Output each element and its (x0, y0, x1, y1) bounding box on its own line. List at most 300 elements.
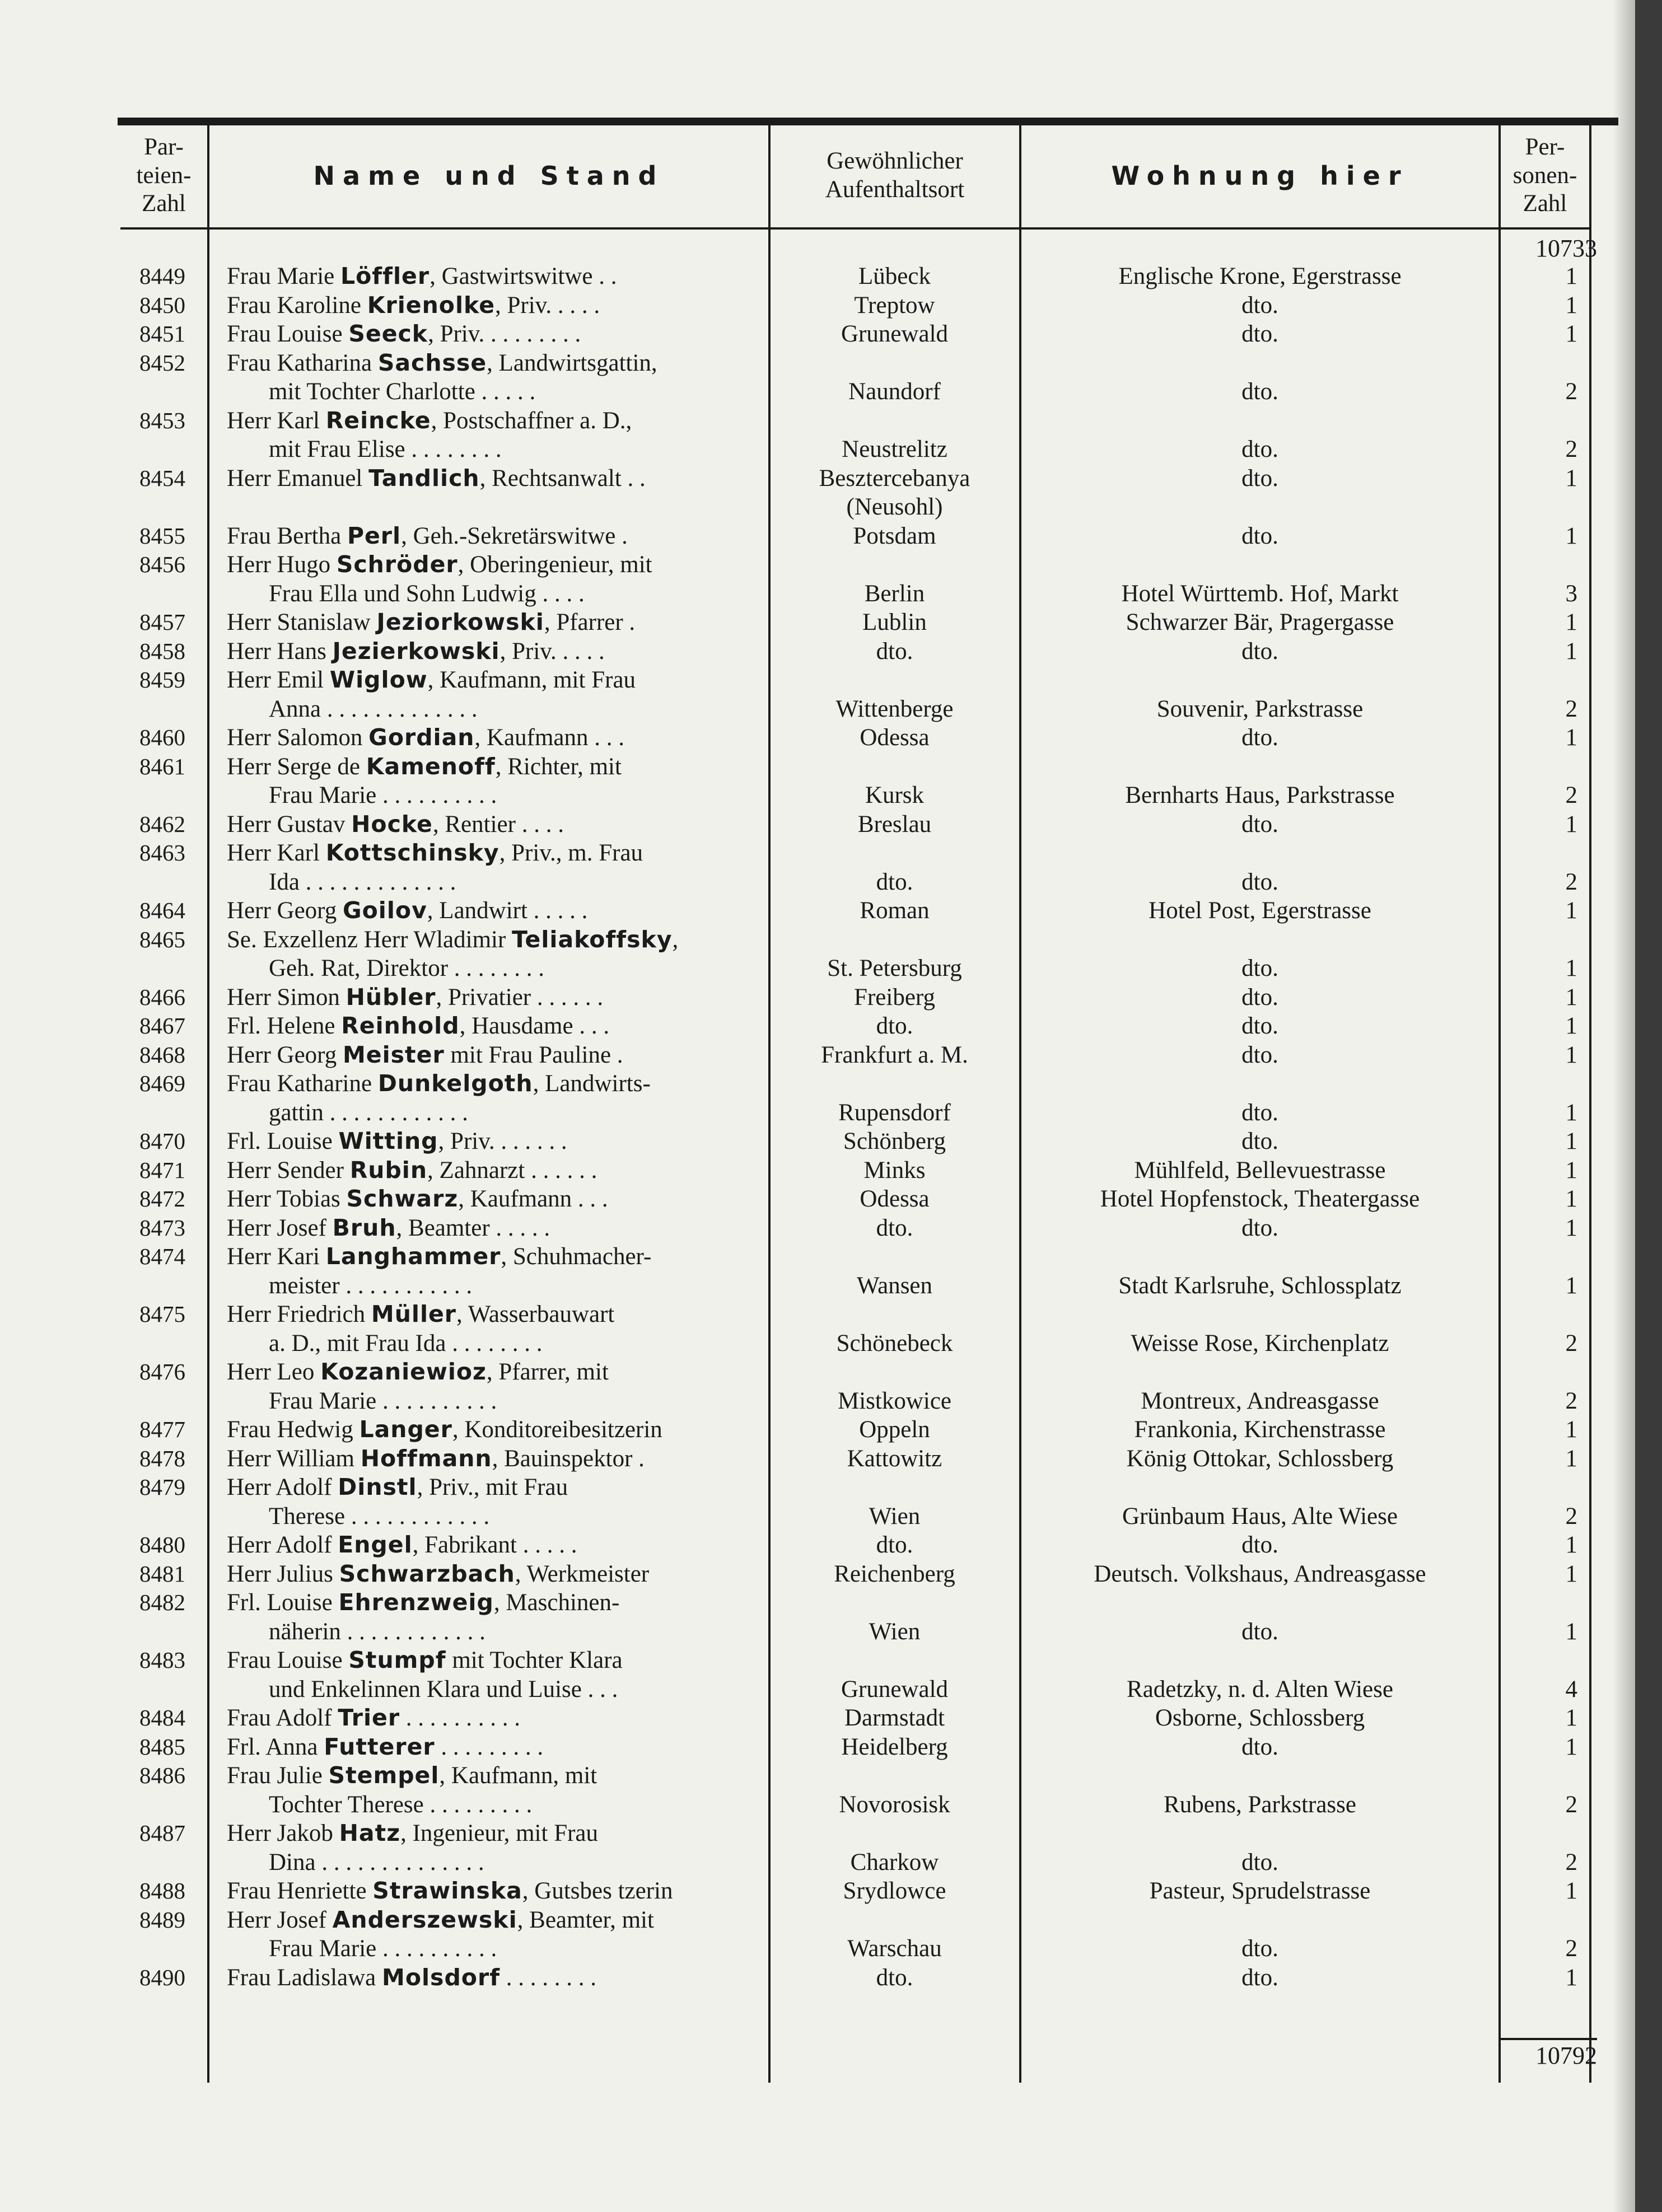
residence: dto. (1241, 1532, 1278, 1558)
row-line (0, 839, 1662, 868)
name-and-status (269, 868, 756, 897)
party-number: 8467 (139, 1013, 185, 1039)
name-suffix: , Fabrikant . . . . . (412, 1532, 577, 1558)
name-and-status (269, 954, 756, 983)
residence: dto. (1241, 1849, 1278, 1876)
party-number: 8459 (139, 667, 185, 693)
surname: Engel (338, 1531, 413, 1558)
name-prefix: Herr Sender (227, 1157, 350, 1184)
name-suffix: , Hausdame . . . (459, 1013, 610, 1039)
name-prefix: Ida . . . . . . . . . . . . . (269, 868, 456, 895)
origin: Oppeln (859, 1416, 930, 1443)
surname: Hocke (351, 810, 433, 838)
name-suffix: , Geh.-Sekretärswitwe . (401, 522, 628, 549)
header-persons (1501, 127, 1589, 225)
table-row (0, 1531, 1662, 1560)
origin: dto. (876, 1532, 913, 1558)
row-line (0, 550, 1662, 579)
party-number: 8478 (139, 1445, 185, 1471)
surname: Kottschinsky (325, 839, 499, 866)
row-line (0, 435, 1662, 464)
table-row (0, 522, 1662, 551)
name-and-status (227, 1877, 756, 1906)
row-line (0, 608, 1662, 637)
name-suffix: , Oberingenieur, mit (457, 551, 652, 578)
table-row (0, 1963, 1662, 1993)
name-prefix: Herr Adolf (227, 1474, 338, 1500)
surname: Schröder (336, 551, 458, 578)
row-line (0, 1588, 1662, 1617)
name-suffix: , Wasserbauwart (456, 1301, 615, 1327)
origin: Grunewald (841, 321, 949, 347)
name-prefix: Herr Friedrich (227, 1301, 371, 1327)
origin: Potsdam (853, 522, 936, 549)
residence: Souvenir, Parkstrasse (1156, 695, 1364, 722)
name-and-status (227, 291, 756, 320)
origin: Breslau (857, 811, 932, 838)
origin: Heidelberg (841, 1733, 948, 1760)
top-rule (118, 118, 1618, 125)
row-line (0, 868, 1662, 897)
name-prefix: gattin . . . . . . . . . . . . (269, 1099, 468, 1126)
surname: Meister (342, 1041, 445, 1068)
row-line (0, 1387, 1662, 1416)
table-row (0, 1185, 1662, 1214)
party-number: 8488 (139, 1878, 185, 1904)
row-line (0, 1531, 1662, 1560)
residence: Schwarzer Bär, Pragergasse (1126, 609, 1394, 635)
table-row (0, 1214, 1662, 1243)
residence: dto. (1241, 868, 1278, 895)
name-and-status (227, 983, 756, 1012)
name-prefix: mit Frau Elise . . . . . . . . (269, 436, 502, 462)
table-row (0, 1819, 1662, 1877)
name-and-status (227, 406, 756, 436)
name-prefix: Frau Louise (227, 321, 349, 347)
name-suffix: , Priv., mit Frau (417, 1474, 568, 1500)
party-number: 8468 (139, 1041, 185, 1068)
name-suffix: . . . . . . . . (500, 1964, 597, 1991)
name-and-status (227, 810, 756, 839)
surname: Seeck (348, 320, 428, 347)
row-line (0, 1300, 1662, 1329)
party-number: 8470 (139, 1128, 185, 1154)
name-and-status (269, 1675, 756, 1704)
row-line (0, 262, 1662, 291)
party-number: 8474 (139, 1243, 185, 1269)
surname: Futterer (324, 1733, 435, 1760)
row-line (0, 896, 1662, 925)
row-line (0, 349, 1662, 378)
name-and-status (227, 1588, 756, 1617)
residence: Deutsch. Volkshaus, Andreasgasse (1094, 1560, 1426, 1587)
name-and-status (269, 1848, 756, 1877)
person-count: 1 (1565, 292, 1577, 319)
person-count: 2 (1565, 695, 1577, 722)
name-and-status (269, 1934, 756, 1963)
table-row (0, 1012, 1662, 1041)
origin: Kursk (865, 782, 925, 808)
residence: dto. (1241, 292, 1278, 319)
surname: Gordian (368, 724, 475, 751)
name-prefix: Frau Karoline (227, 292, 367, 319)
surname: Jezierkowski (332, 637, 500, 665)
name-suffix: , Kaufmann, mit Frau (427, 667, 636, 693)
origin: Neustrelitz (842, 436, 947, 462)
name-and-status (227, 1214, 756, 1243)
party-number: 8481 (139, 1560, 185, 1587)
surname: Sachsse (377, 349, 487, 376)
row-line (0, 377, 1662, 406)
name-suffix: , Schuhmacher- (501, 1243, 652, 1270)
table-row (0, 666, 1662, 723)
final-total: 10792 (1498, 2038, 1597, 2070)
name-and-status (227, 752, 756, 782)
person-count: 1 (1565, 609, 1577, 635)
table-row (0, 1415, 1662, 1444)
row-line (0, 1271, 1662, 1301)
residence: Weisse Rose, Kirchenplatz (1131, 1330, 1389, 1357)
person-count: 2 (1565, 782, 1577, 808)
name-suffix: , Rechtsanwalt . . (479, 465, 646, 492)
person-count: 2 (1565, 1330, 1577, 1357)
name-prefix: Frau Katharine (227, 1070, 378, 1097)
origin: Naundorf (848, 378, 941, 405)
residence: Hotel Württemb. Hof, Markt (1121, 580, 1399, 607)
name-and-status (269, 1790, 756, 1820)
party-number: 8449 (139, 263, 185, 289)
person-count: 1 (1565, 984, 1577, 1011)
table-row (0, 810, 1662, 839)
surname: Ehrenzweig (338, 1589, 494, 1616)
name-and-status (227, 1300, 756, 1329)
surname: Kamenoff (366, 752, 496, 780)
person-count: 3 (1565, 580, 1577, 607)
name-suffix: , Landwirt . . . . . (427, 897, 588, 924)
origin: Srydlowce (843, 1878, 946, 1904)
party-number: 8475 (139, 1301, 185, 1327)
person-count: 1 (1565, 1878, 1577, 1904)
surname: Goilov (342, 897, 427, 924)
name-suffix: . . . . . . . . . (435, 1733, 544, 1760)
person-count: 1 (1565, 1186, 1577, 1212)
name-and-status (269, 579, 756, 609)
table-row (0, 1242, 1662, 1300)
name-and-status (227, 1242, 756, 1271)
surname: Müller (371, 1301, 457, 1327)
table-row (0, 1069, 1662, 1127)
header-name-status: Name und Stand (313, 160, 665, 191)
origin: Minks (863, 1157, 926, 1184)
table-row (0, 291, 1662, 320)
name-suffix: , Rentier . . . . (432, 811, 564, 838)
table-row (0, 1358, 1662, 1415)
entries-list (0, 262, 1662, 1992)
row-line (0, 1329, 1662, 1358)
name-and-status (269, 1617, 756, 1647)
name-suffix: , Gastwirtswitwe . . (429, 263, 617, 289)
name-prefix: Frau Ladislawa (227, 1964, 382, 1991)
name-suffix: , Kaufmann, mit (439, 1762, 597, 1789)
party-number: 8487 (139, 1820, 185, 1846)
name-prefix: Se. Exzellenz Herr Wladimir (227, 926, 512, 953)
table-row (0, 1300, 1662, 1358)
origin: Schönebeck (836, 1330, 953, 1357)
table-row (0, 1906, 1662, 1963)
name-prefix: Frau Marie . . . . . . . . . . (269, 782, 497, 808)
header-rule (120, 227, 1590, 230)
name-prefix: Herr Hans (227, 638, 333, 665)
name-and-status (227, 1761, 756, 1790)
table-row (0, 983, 1662, 1012)
origin: Schönberg (843, 1128, 946, 1154)
name-prefix: meister . . . . . . . . . . . (269, 1272, 473, 1299)
surname: Löffler (340, 263, 430, 289)
name-prefix: Frau Adolf (227, 1705, 338, 1731)
name-and-status (227, 1444, 756, 1474)
origin: dto. (876, 1964, 913, 1991)
person-count: 2 (1565, 1935, 1577, 1962)
name-suffix: , Landwirtsgattin, (487, 349, 657, 376)
header-party-line: Par- (144, 133, 184, 160)
name-suffix: , Pfarrer, mit (486, 1359, 609, 1385)
header-origin (771, 127, 1019, 225)
name-suffix: mit Tochter Klara (446, 1647, 623, 1673)
residence: dto. (1241, 522, 1278, 549)
row-line (0, 493, 1662, 522)
origin: Charkow (850, 1849, 939, 1876)
party-number: 8450 (139, 292, 185, 318)
name-prefix: Herr Tobias (227, 1186, 347, 1212)
table-row (0, 896, 1662, 925)
residence: dto. (1241, 984, 1278, 1011)
party-number: 8484 (139, 1705, 185, 1731)
name-and-status (227, 1127, 756, 1156)
surname: Witting (338, 1128, 438, 1154)
surname: Hoffmann (360, 1444, 492, 1472)
origin: Odessa (860, 1186, 930, 1212)
residence: Montreux, Andreasgasse (1141, 1387, 1379, 1414)
residence: Hotel Post, Egerstrasse (1149, 897, 1371, 924)
residence: König Ottokar, Schlossberg (1126, 1445, 1394, 1472)
row-line (0, 579, 1662, 609)
name-and-status (227, 1069, 756, 1098)
party-number: 8489 (139, 1906, 185, 1933)
origin: Besztercebanya (819, 465, 970, 492)
residence: dto. (1241, 436, 1278, 462)
residence: dto. (1241, 378, 1278, 405)
row-line (0, 925, 1662, 955)
name-prefix: Geh. Rat, Direktor . . . . . . . . (269, 955, 545, 981)
person-count: 1 (1565, 1618, 1577, 1645)
table-row (0, 839, 1662, 896)
name-and-status (227, 1560, 756, 1589)
residence: dto. (1241, 1618, 1278, 1645)
surname: Dunkelgoth (377, 1070, 533, 1097)
name-and-status (227, 262, 756, 291)
row-line (0, 291, 1662, 320)
party-number: 8454 (139, 465, 185, 491)
origin: Freiberg (854, 984, 935, 1011)
residence: dto. (1241, 955, 1278, 981)
table-row (0, 1588, 1662, 1646)
name-prefix: Herr Hugo (227, 551, 337, 578)
name-prefix: Frau Katharina (227, 349, 378, 376)
name-suffix: , Konditoreibesitzerin (452, 1416, 662, 1443)
name-prefix: Frau Marie . . . . . . . . . . (269, 1935, 497, 1962)
name-prefix: Herr Jakob (227, 1820, 339, 1846)
row-line (0, 695, 1662, 724)
name-and-status (227, 1819, 756, 1848)
name-and-status (269, 1329, 756, 1358)
person-count: 1 (1565, 1214, 1577, 1241)
table-row (0, 1127, 1662, 1156)
person-count: 1 (1565, 522, 1577, 549)
origin: Berlin (864, 580, 925, 607)
name-and-status (227, 522, 756, 551)
name-suffix: , Kaufmann . . . (458, 1186, 608, 1212)
party-number: 8472 (139, 1186, 185, 1212)
name-prefix: Frau Hedwig (227, 1416, 360, 1443)
table-row (0, 262, 1662, 291)
party-number: 8464 (139, 897, 185, 923)
residence: Hotel Hopfenstock, Theatergasse (1100, 1186, 1420, 1212)
name-suffix: , Kaufmann . . . (474, 724, 624, 751)
party-number: 8490 (139, 1964, 185, 1990)
party-number: 8476 (139, 1359, 185, 1385)
row-line (0, 752, 1662, 782)
name-prefix: Frl. Louise (227, 1128, 339, 1154)
row-line (0, 1156, 1662, 1185)
name-and-status (227, 1733, 756, 1762)
surname: Reinhold (341, 1012, 460, 1039)
origin: Rupensdorf (838, 1099, 951, 1126)
name-prefix: Herr Gustav (227, 811, 352, 838)
row-line (0, 1790, 1662, 1820)
table-row (0, 608, 1662, 637)
table-row (0, 925, 1662, 983)
surname: Langhammer (325, 1243, 501, 1270)
residence: Englische Krone, Egerstrasse (1118, 263, 1402, 289)
name-suffix: , Landwirts- (533, 1070, 651, 1097)
row-line (0, 781, 1662, 810)
name-and-status (227, 349, 756, 378)
person-count: 1 (1565, 1445, 1577, 1472)
name-prefix: Dina . . . . . . . . . . . . . . (269, 1849, 484, 1876)
name-prefix: Herr Georg (227, 897, 343, 924)
row-line (0, 1185, 1662, 1214)
residence: dto. (1241, 321, 1278, 347)
person-count: 1 (1565, 1099, 1577, 1126)
table-row (0, 320, 1662, 349)
row-line (0, 954, 1662, 983)
surname: Teliakoffsky (512, 925, 673, 953)
row-line (0, 1415, 1662, 1444)
person-count: 1 (1565, 1157, 1577, 1184)
name-and-status (227, 1906, 756, 1935)
name-suffix: , (672, 926, 679, 953)
header-origin-line: Aufenthaltsort (825, 176, 965, 203)
name-and-status (227, 550, 756, 579)
row-line (0, 464, 1662, 493)
name-prefix: a. D., mit Frau Ida . . . . . . . . (269, 1330, 543, 1357)
party-number: 8453 (139, 407, 185, 433)
origin: Roman (860, 897, 930, 924)
party-number: 8463 (139, 840, 185, 866)
origin: Wansen (856, 1272, 933, 1299)
name-prefix: Herr Stanislaw (227, 609, 377, 635)
row-line (0, 1934, 1662, 1963)
party-number: 8457 (139, 609, 185, 635)
person-count: 2 (1565, 436, 1577, 462)
name-prefix: Frl. Anna (227, 1733, 324, 1760)
residence: Osborne, Schlossberg (1155, 1705, 1365, 1731)
name-prefix: Frau Julie (227, 1762, 329, 1789)
header-party-line: teien- (136, 162, 192, 189)
person-count: 4 (1565, 1676, 1577, 1703)
person-count: 1 (1565, 1416, 1577, 1443)
header-origin-line: Gewöhnlicher (827, 148, 963, 175)
name-and-status (269, 1502, 756, 1531)
name-prefix: Herr Leo (227, 1359, 321, 1385)
row-line (0, 522, 1662, 551)
residence: dto. (1241, 1935, 1278, 1962)
row-line (0, 1675, 1662, 1704)
person-count: 1 (1565, 724, 1577, 751)
surname: Anderszewski (332, 1906, 517, 1933)
row-line (0, 1963, 1662, 1993)
person-count: 1 (1565, 1964, 1577, 1991)
name-prefix: Frl. Helene (227, 1013, 342, 1039)
name-and-status (227, 1185, 756, 1214)
residence: dto. (1241, 1964, 1278, 1991)
surname: Jeziorkowski (376, 609, 544, 635)
residence: dto. (1241, 1128, 1278, 1154)
surname: Molsdorf (382, 1963, 501, 1991)
row-line (0, 1444, 1662, 1474)
name-prefix: Herr William (227, 1445, 361, 1472)
origin: Lübeck (858, 263, 931, 289)
name-prefix: Frau Louise (227, 1647, 349, 1673)
name-prefix: Frau Marie . . . . . . . . . . (269, 1387, 497, 1414)
name-and-status (227, 637, 756, 666)
carry-over-total: 10733 (1535, 235, 1597, 262)
name-prefix: Herr Emil (227, 667, 330, 693)
table-row (0, 1877, 1662, 1906)
header-party-number (120, 127, 207, 225)
name-and-status (227, 464, 756, 493)
origin: Frankfurt a. M. (821, 1041, 968, 1068)
row-line (0, 1617, 1662, 1647)
person-count: 1 (1565, 1128, 1577, 1154)
row-line (0, 1646, 1662, 1675)
name-suffix: , Pfarrer . (544, 609, 636, 635)
name-prefix: mit Tochter Charlotte . . . . . (269, 378, 536, 405)
name-and-status (269, 1387, 756, 1416)
party-number: 8456 (139, 551, 185, 577)
table-row (0, 1733, 1662, 1762)
row-line (0, 1242, 1662, 1271)
name-and-status (227, 1704, 756, 1733)
name-suffix: , Richter, mit (495, 753, 622, 780)
name-prefix: Therese . . . . . . . . . . . . (269, 1503, 490, 1530)
party-number: 8471 (139, 1157, 185, 1183)
name-prefix: Herr Georg (227, 1041, 343, 1068)
name-and-status (227, 666, 756, 695)
row-line (0, 1761, 1662, 1790)
table-row (0, 752, 1662, 810)
origin: Warschau (847, 1935, 942, 1962)
